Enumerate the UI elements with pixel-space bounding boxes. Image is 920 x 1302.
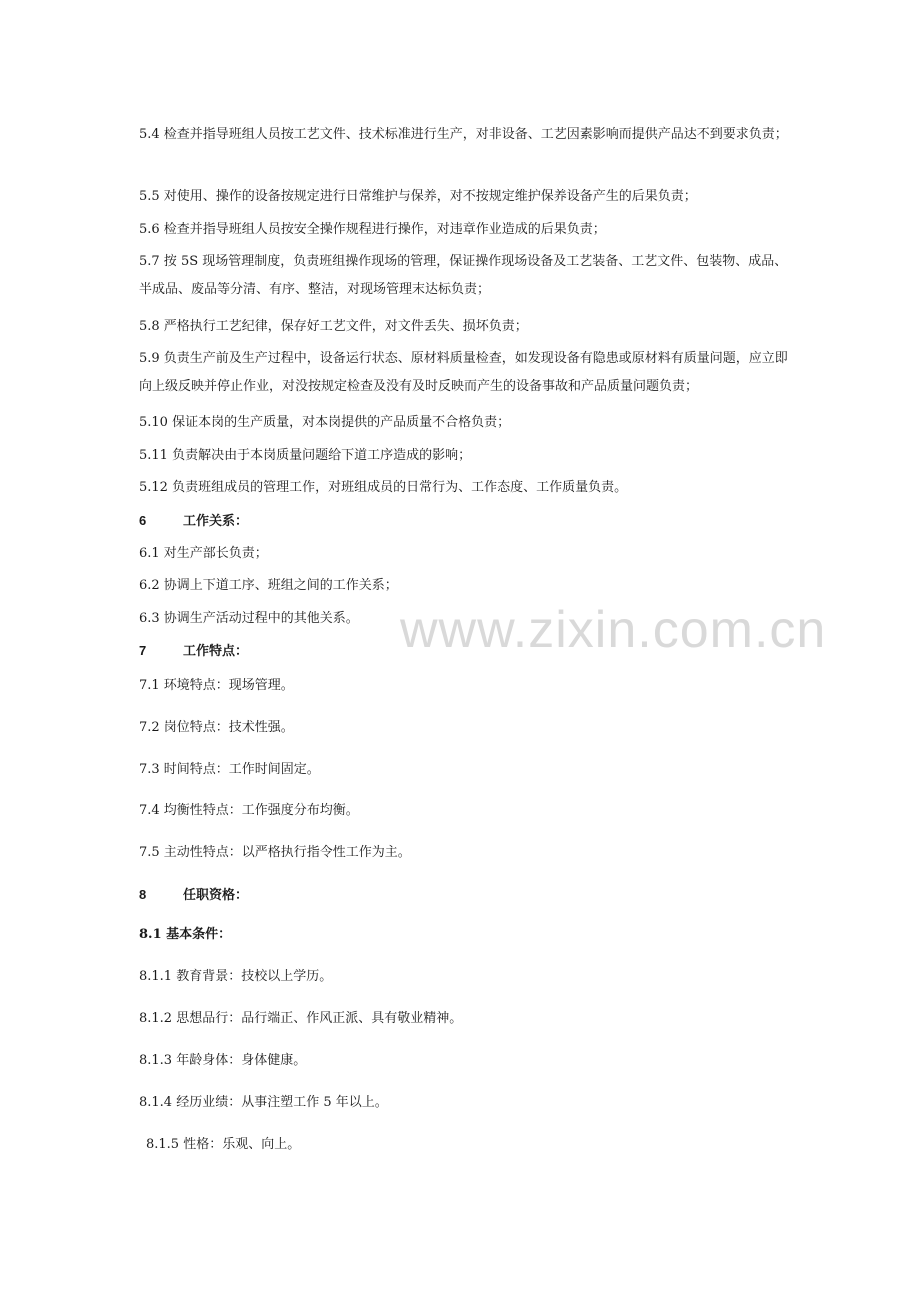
item-7-2: 7.2 岗位特点：技术性强。 [139,720,294,735]
section-heading-7 [139,642,248,660]
section-number: 7 [139,643,147,658]
item-5-5: 5.5 对使用、操作的设备按规定进行日常维护与保养，对不按规定维护保养设备产生的后果负责； [139,189,697,204]
item-6-3: 6.3 协调生产活动过程中的其他关系。 [139,611,359,626]
item-5-4: 5.4 检查并指导班组人员按工艺文件、技术标准进行生产，对非设备、工艺因素影响而提供产品达不到要求负责； [139,127,788,142]
item-8-1-2: 8.1.2 思想品行：品行端正、作风正派、具有敬业精神。 [139,1011,463,1026]
section-number: 8 [139,887,147,902]
item-6-2: 6.2 协调上下道工序、班组之间的工作关系； [139,578,398,593]
section-heading-6 [139,512,248,530]
watermark: www.zixin.com.cn [400,601,827,659]
item-5-6: 5.6 检查并指导班组人员按安全操作规程进行操作，对违章作业造成的后果负责； [139,222,606,237]
item-5-11: 5.11 负责解决由于本岗质量问题给下道工序造成的影响； [139,448,472,463]
section-title: 工作特点： [183,643,249,658]
item-7-3: 7.3 时间特点：工作时间固定。 [139,762,320,777]
item-8-1-5: 8.1.5 性格：乐观、向上。 [146,1137,301,1152]
item-8-1-3: 8.1.3 年龄身体：身体健康。 [139,1053,307,1068]
item-8-1-4: 8.1.4 经历业绩：从事注塑工作 5 年以上。 [139,1095,388,1110]
item-7-1: 7.1 环境特点：现场管理。 [139,678,294,693]
item-5-12: 5.12 负责班组成员的管理工作，对班组成员的日常行为、工作态度、工作质量负责。 [139,480,628,495]
section-title: 工作关系： [183,513,249,528]
item-5-8: 5.8 严格执行工艺纪律，保存好工艺文件，对文件丢失、损坏负责； [139,319,528,334]
section-title: 任职资格： [183,887,249,902]
item-5-7: 5.7 按 5S 现场管理制度，负责班组操作现场的管理，保证操作现场设备及工艺装备、工艺文件、包装物、成品、半成品、废品等分清、有序、整洁，对现场管理末达标负责； [139,254,788,297]
item-5-9: 5.9 负责生产前及生产过程中，设备运行状态、原材料质量检查，如发现设备有隐患或原材料有质量问题，应立即向上级反映并停止作业，对没按规定检查及没有及时反映而产生的设备事故和产品质量问题负责； [139,351,788,394]
item-5-10: 5.10 保证本岗的生产质量，对本岗提供的产品质量不合格负责； [139,415,511,430]
item-8-1-1: 8.1.1 教育背景：技校以上学历。 [139,969,333,984]
section-number: 6 [139,513,147,528]
item-7-5: 7.5 主动性特点：以严格执行指令性工作为主。 [139,845,411,860]
subsection-heading-8-1: 8.1 基本条件： [139,927,232,942]
item-7-4: 7.4 均衡性特点：工作强度分布均衡。 [139,803,359,818]
item-6-1: 6.1 对生产部长负责； [139,546,268,561]
section-heading-8 [139,886,248,904]
